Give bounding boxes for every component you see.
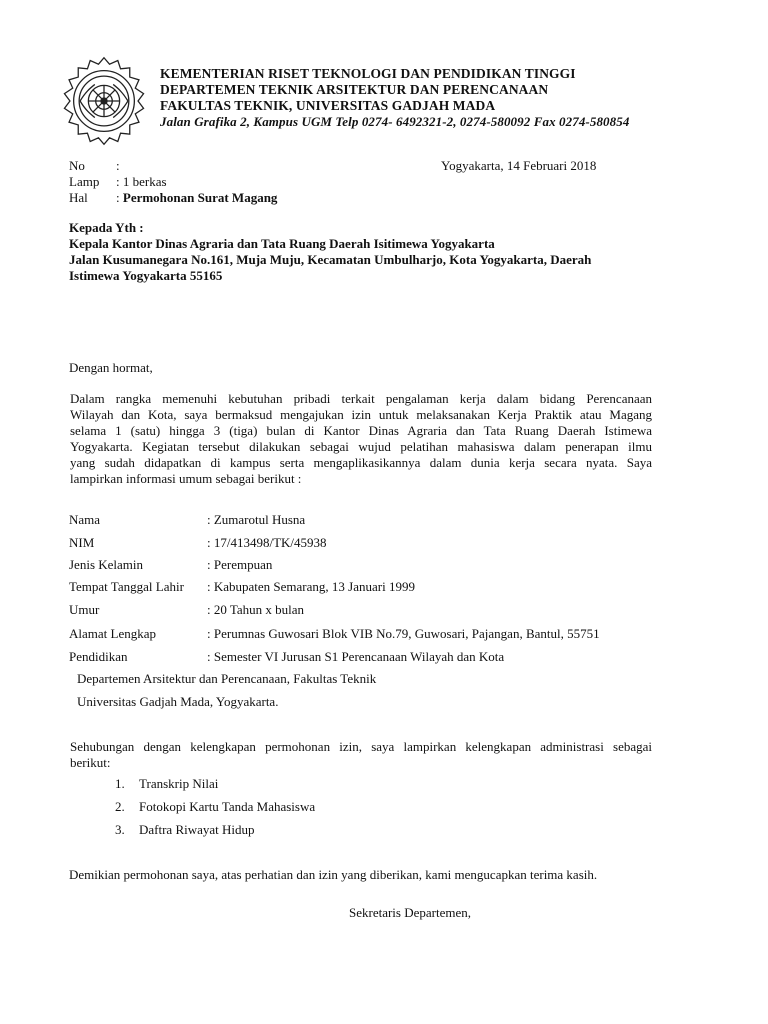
hal-colon: : — [116, 190, 123, 205]
paragraph-line: Wilayah dan Kota, saya bermaksud mengajukan izin untuk melaksanakan Kerja Praktik atau Magang — [70, 407, 652, 422]
field-label-education: Pendidikan — [69, 649, 128, 664]
list-item: Transkrip Nilai — [139, 776, 219, 791]
no-value: : — [116, 158, 120, 173]
paragraph-line: berikut: — [70, 755, 111, 770]
recipient-greeting: Kepada Yth : — [69, 220, 144, 235]
paragraph-line: Yogyakarta. Kegiatan tersebut dilakukan sebagai wujud pelatihan mahasiswa dalam penerapan ilmu — [70, 439, 652, 454]
paragraph-line: Dalam rangka memenuhi kebutuhan pribadi terkait pengalaman kerja dalam bidang Perencanaan — [70, 391, 652, 406]
closing-statement: Demikian permohonan saya, atas perhatian dan izin yang diberikan, kami mengucapkan terima kasih. — [69, 867, 598, 882]
paragraph-line: lampirkan informasi umum sebagai berikut : — [70, 471, 302, 486]
university-seal-logo — [58, 55, 150, 147]
field-label-birth: Tempat Tanggal Lahir — [69, 579, 184, 594]
paragraph-line: yang sudah didapatkan di kampus serta mengaplikasikannya dalam dunia kerja secara nyata. Saya — [70, 455, 652, 470]
field-value-age: : 20 Tahun x bulan — [207, 602, 305, 617]
field-label-address: Alamat Lengkap — [69, 626, 156, 641]
education-continuation-2: Universitas Gadjah Mada, Yogyakarta. — [77, 694, 279, 709]
letterhead-department: DEPARTEMEN TEKNIK ARSITEKTUR DAN PERENCANAAN — [160, 82, 549, 97]
signature-title: Sekretaris Departemen, — [349, 905, 472, 920]
no-label: No — [69, 158, 85, 173]
field-value-nim: : 17/413498/TK/45938 — [207, 535, 327, 550]
education-continuation-1: Departemen Arsitektur dan Perencanaan, Fakultas Teknik — [77, 671, 377, 686]
recipient-line-3: Istimewa Yogyakarta 55165 — [69, 268, 223, 283]
paragraph-line: Sehubungan dengan kelengkapan permohonan izin, saya lampirkan kelengkapan administrasi sebagai — [70, 739, 652, 754]
list-item-number: 1. — [115, 776, 125, 791]
field-label-age: Umur — [69, 602, 100, 617]
paragraph-line: selama 1 (satu) hingga 3 (tiga) bulan di Kantor Dinas Agraria dan Tata Ruang Daerah Istimewa — [70, 423, 652, 438]
letter-date: Yogyakarta, 14 Februari 2018 — [441, 158, 597, 173]
field-value-education: : Semester VI Jurusan S1 Perencanaan Wilayah dan Kota — [207, 649, 505, 664]
hal-label: Hal — [69, 190, 88, 205]
field-label-nim: NIM — [69, 535, 95, 550]
list-item: Fotokopi Kartu Tanda Mahasiswa — [139, 799, 316, 814]
field-value-address: : Perumnas Guwosari Blok VIB No.79, Guwosari, Pajangan, Bantul, 55751 — [207, 626, 600, 641]
lamp-label: Lamp — [69, 174, 100, 189]
list-item-number: 3. — [115, 822, 125, 837]
recipient-line-2: Jalan Kusumanegara No.161, Muja Muju, Kecamatan Umbulharjo, Kota Yogyakarta, Daerah — [69, 252, 592, 267]
hal-subject — [116, 190, 277, 206]
field-label-gender: Jenis Kelamin — [69, 557, 144, 572]
list-item-number: 2. — [115, 799, 125, 814]
lamp-value: : 1 berkas — [116, 174, 167, 189]
field-value-nama: : Zumarotul Husna — [207, 512, 306, 527]
list-item: Daftra Riwayat Hidup — [139, 822, 255, 837]
letterhead-faculty: FAKULTAS TEKNIK, UNIVERSITAS GADJAH MADA — [160, 98, 496, 113]
field-value-birth: : Kabupaten Semarang, 13 Januari 1999 — [207, 579, 415, 594]
recipient-line-1: Kepala Kantor Dinas Agraria dan Tata Ruang Daerah Isitimewa Yogyakarta — [69, 236, 495, 251]
letterhead-address: Jalan Grafika 2, Kampus UGM Telp 0274- 6492321-2, 0274-580092 Fax 0274-580854 — [160, 114, 630, 129]
field-label-nama: Nama — [69, 512, 101, 527]
field-value-gender: : Perempuan — [207, 557, 273, 572]
salutation: Dengan hormat, — [69, 360, 153, 375]
hal-value: Permohonan Surat Magang — [122, 190, 278, 205]
letterhead-ministry: KEMENTERIAN RISET TEKNOLOGI DAN PENDIDIKAN TINGGI — [160, 66, 576, 81]
